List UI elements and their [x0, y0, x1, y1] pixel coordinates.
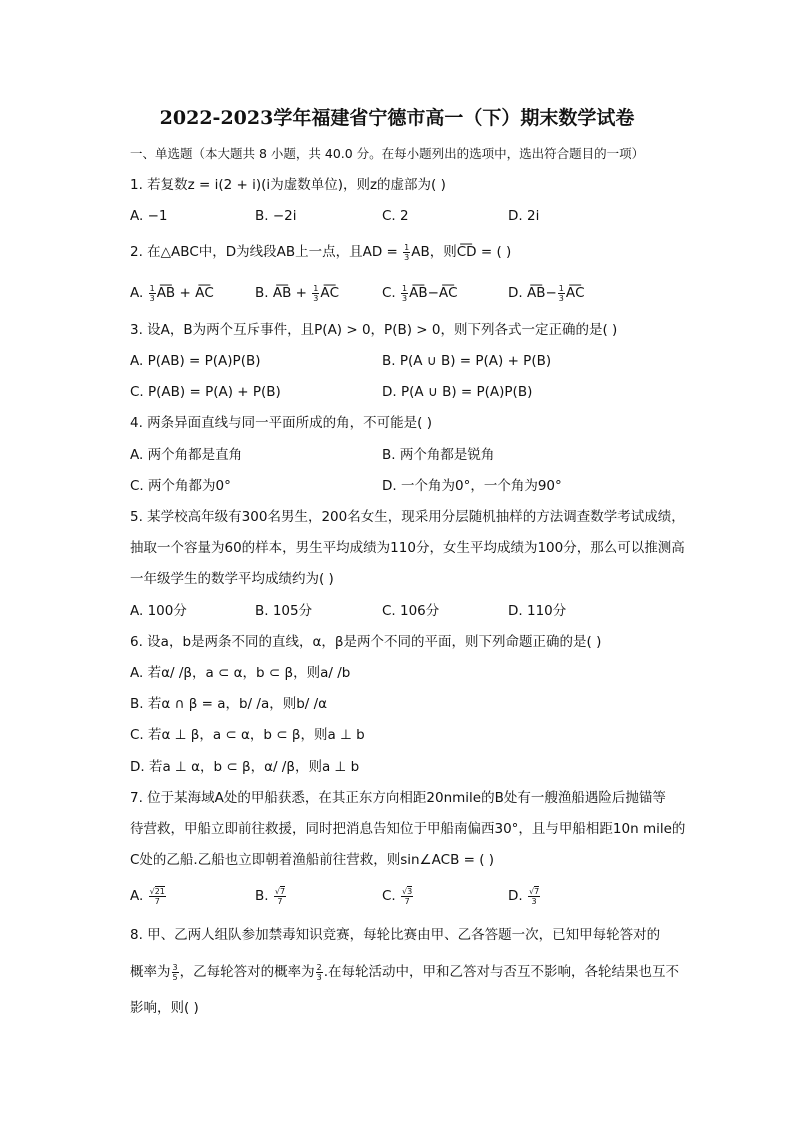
q8-text-b: ，乙每轮答对的概率为: [179, 964, 315, 980]
question-5-line-1: 5. 某学校高年级有300名男生，200名女生，现采用分层随机抽样的方法调查数学考试成绩，: [130, 509, 685, 525]
q7b-num: √7: [274, 886, 286, 896]
q2-option-b: [255, 283, 339, 303]
q1-option-b: B. −2i: [255, 208, 297, 224]
q5-option-c: C. 106分: [382, 603, 440, 619]
q7-option-d: [508, 886, 541, 906]
q2d-label: D.: [508, 285, 523, 301]
q2c-frac: [401, 284, 408, 303]
q2b-frac: [312, 284, 319, 303]
q7-option-c: [382, 886, 414, 906]
question-5-line-2: 抽取一个容量为60的样本，男生平均成绩为110分，女生平均成绩为100分，那么可以推测高: [130, 540, 685, 556]
question-8-line-3: 影响，则( ): [130, 1000, 199, 1016]
q7b-frac: [274, 887, 286, 906]
question-7-line-1: 7. 位于某海域A处的甲船获悉，在其正东方向相距20nmile的B处有一艘渔船遇险后抛锚等: [130, 790, 666, 806]
q2b-pre: A͞B +: [272, 285, 312, 301]
question-3-options-row1: [130, 351, 690, 371]
q6-option-c: C. 若α ⊥ β，a ⊂ α，b ⊂ β，则a ⊥ b: [130, 727, 365, 743]
q8-frac-2: [316, 963, 323, 982]
q2b-den: 3: [313, 293, 319, 303]
question-5-options: [130, 601, 690, 621]
q7a-frac: [149, 887, 166, 906]
question-4: 4. 两条异面直线与同一平面所成的角，不可能是( ): [130, 415, 432, 431]
q7b-den: 7: [277, 896, 283, 906]
q4-option-b: B. 两个角都是锐角: [382, 447, 495, 463]
q2d-den: 3: [558, 293, 564, 303]
q7-option-b: [255, 886, 287, 906]
q2-option-d: [508, 283, 585, 303]
q8-text-a: 概率为: [130, 964, 171, 980]
q7d-frac: [528, 887, 540, 906]
question-8-line-2: [130, 962, 679, 982]
q7-option-a: [130, 886, 167, 906]
question-2-options: [130, 283, 690, 303]
q2-option-c: [382, 283, 458, 303]
question-1-options: [130, 206, 690, 226]
q2-text-post: AB，则C͞D = ( ): [411, 244, 512, 260]
q3-option-d: D. P(A ∪ B) = P(A)P(B): [382, 384, 533, 400]
q7d-radicand: 7: [534, 886, 540, 896]
q8-frac-1: [172, 963, 179, 982]
q2-text-pre: 2. 在△ABC中，D为线段AB上一点，且AD =: [130, 244, 403, 260]
q7c-frac: [401, 887, 413, 906]
q6-option-b: B. 若α ∩ β = a，b/ /a，则b/ /α: [130, 696, 328, 712]
question-6: 6. 设a，b是两条不同的直线，α，β是两个不同的平面，则下列命题正确的是( ): [130, 634, 602, 650]
q4-option-d: D. 一个角为0°，一个角为90°: [382, 478, 562, 494]
q2b-label: B.: [255, 285, 269, 301]
q4-option-a: A. 两个角都是直角: [130, 447, 243, 463]
q7b-radicand: 7: [279, 886, 286, 896]
q1-option-c: C. 2: [382, 208, 409, 224]
q2-frac-den: 3: [404, 252, 410, 262]
question-7-options: [130, 886, 690, 906]
q2d-post: A͞C: [565, 285, 585, 301]
q6-option-a: A. 若α/ /β，a ⊂ α，b ⊂ β，则a/ /b: [130, 665, 351, 681]
question-7-line-2: 待营救，甲船立即前往救援，同时把消息告知位于甲船南偏西30°，且与甲船相距10n mile的: [130, 821, 686, 837]
q7a-label: A.: [130, 888, 144, 904]
q2c-label: C.: [382, 285, 396, 301]
q1-option-a: A. −1: [130, 208, 168, 224]
question-3-options-row2: [130, 382, 690, 402]
q3-option-b: B. P(A ∪ B) = P(A) + P(B): [382, 353, 552, 369]
q7b-label: B.: [255, 888, 269, 904]
q2a-label: A.: [130, 285, 144, 301]
q2-fraction: [403, 243, 410, 262]
q2b-num: 1: [313, 283, 319, 293]
q8-frac-2-num: 2: [316, 962, 322, 972]
q5-option-d: D. 110分: [508, 603, 567, 619]
q3-option-a: A. P(AB) = P(A)P(B): [130, 353, 261, 369]
q7d-label: D.: [508, 888, 523, 904]
q6-option-d: D. 若a ⊥ α，b ⊂ β，α/ /β，则a ⊥ b: [130, 759, 360, 775]
q3-option-c: C. P(AB) = P(A) + P(B): [130, 384, 281, 400]
q2d-frac: [558, 284, 565, 303]
q7a-den: 7: [154, 896, 160, 906]
q8-frac-1-den: 5: [172, 972, 178, 982]
q2a-post: A͞B + A͞C: [156, 285, 214, 301]
q7d-num: √7: [528, 886, 540, 896]
q8-text-c: .在每轮活动中，甲和乙答对与否互不影响，各轮结果也互不: [323, 964, 679, 980]
question-7-line-3: C处的乙船.乙船也立即朝着渔船前往营救，则sin∠ACB = ( ): [130, 852, 495, 868]
q2a-frac: [149, 284, 156, 303]
q7c-radicand: 3: [407, 886, 413, 896]
question-2: [130, 242, 511, 262]
q7c-label: C.: [382, 888, 396, 904]
q7a-radicand: 21: [154, 886, 165, 896]
q2a-num: 1: [149, 283, 155, 293]
q4-option-c: C. 两个角都为0°: [130, 478, 231, 494]
q2a-den: 3: [149, 293, 155, 303]
page-title: 2022-2023学年福建省宁德市高一（下）期末数学试卷: [159, 107, 635, 129]
q7a-num: √21: [149, 886, 165, 896]
q2-option-a: [130, 283, 214, 303]
q2d-num: 1: [558, 283, 564, 293]
question-5-line-3: 一年级学生的数学平均成绩约为( ): [130, 571, 334, 587]
question-8-line-1: 8. 甲、乙两人组队参加禁毒知识竞赛，每轮比赛由甲、乙各答题一次，已知甲每轮答对的: [130, 927, 661, 943]
q1-option-d: D. 2i: [508, 208, 540, 224]
question-4-options-row1: [130, 445, 690, 465]
q2-frac-num: 1: [404, 242, 410, 252]
question-4-options-row2: [130, 476, 690, 496]
section-heading: 一、单选题（本大题共 8 小题，共 40.0 分。在每小题列出的选项中，选出符合题目的一项）: [130, 146, 645, 161]
q8-frac-1-num: 3: [172, 962, 178, 972]
q7d-den: 3: [531, 896, 537, 906]
q5-option-b: B. 105分: [255, 603, 313, 619]
q2b-post: A͞C: [320, 285, 340, 301]
q7c-num: √3: [402, 886, 413, 896]
q2c-post: A͞B−A͞C: [409, 285, 458, 301]
question-1: 1. 若复数z = i(2 + i)(i为虚数单位)，则z的虚部为( ): [130, 177, 446, 193]
q8-frac-2-den: 3: [316, 972, 322, 982]
question-3: 3. 设A，B为两个互斥事件，且P(A) > 0，P(B) > 0，则下列各式一定正确的是( ): [130, 322, 618, 338]
q2c-num: 1: [402, 283, 408, 293]
q7c-den: 7: [404, 896, 410, 906]
q2c-den: 3: [402, 293, 408, 303]
q5-option-a: A. 100分: [130, 603, 187, 619]
q2d-pre: A͞B−: [526, 285, 557, 301]
